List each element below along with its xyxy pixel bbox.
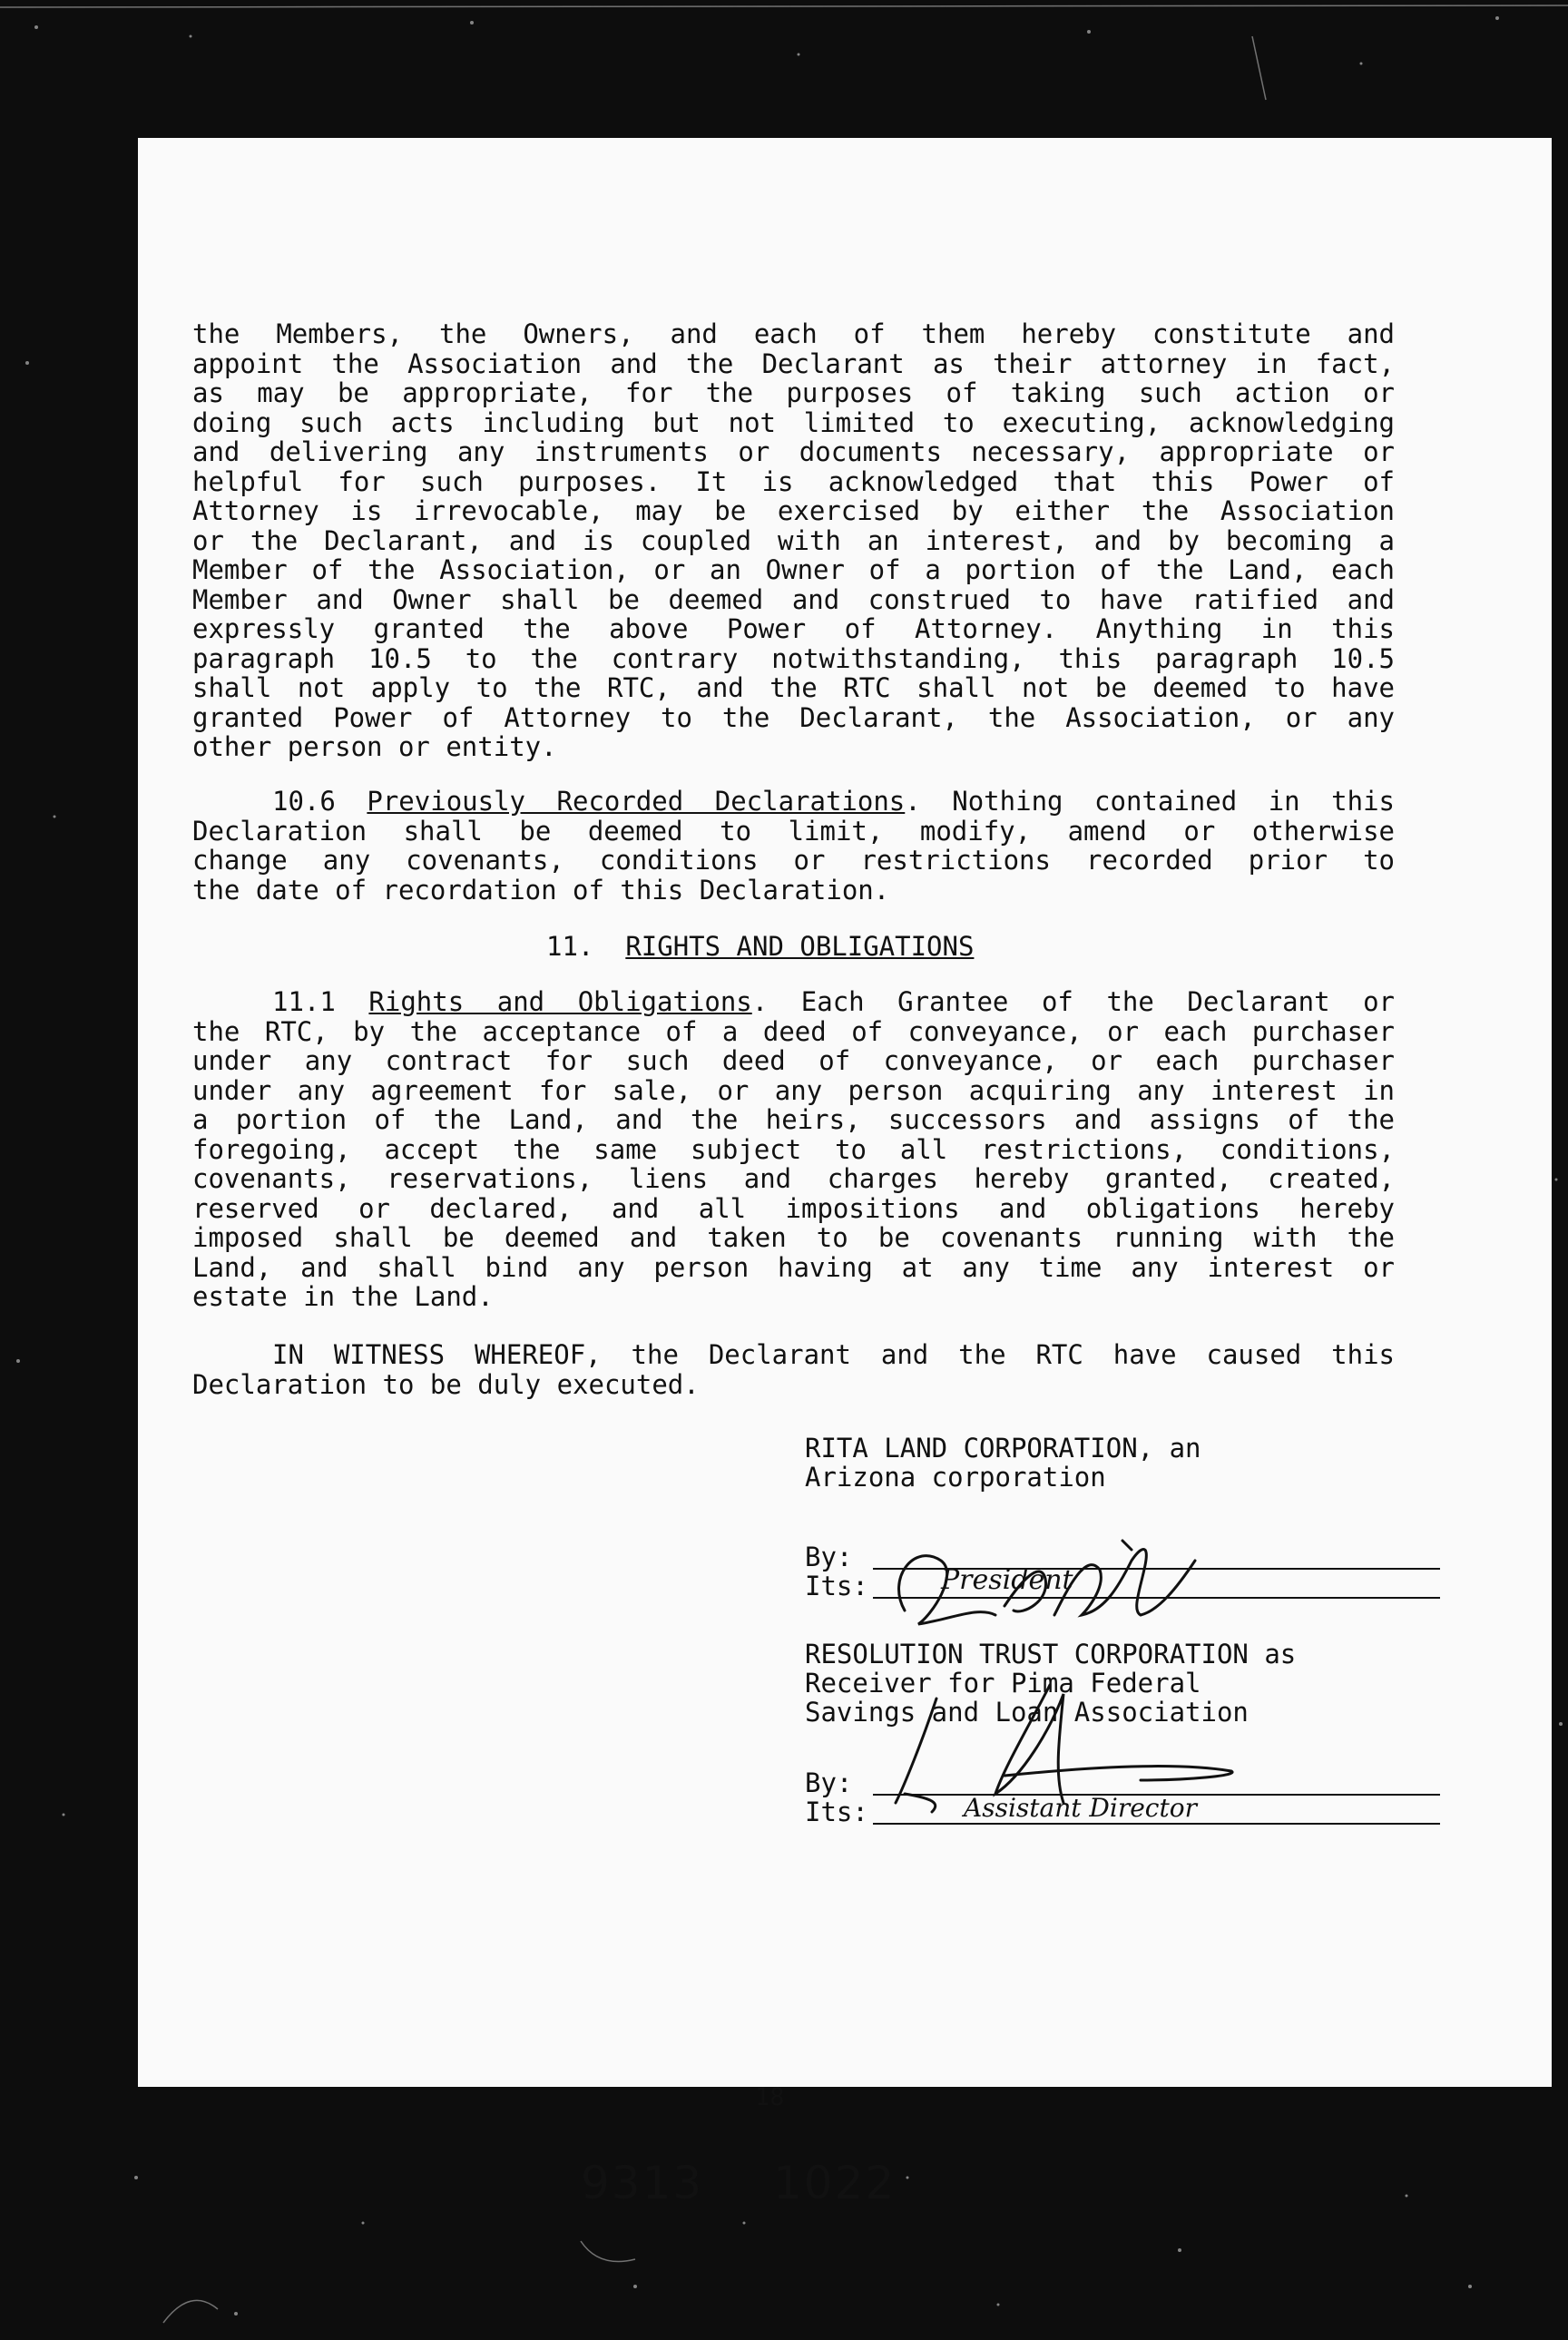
- text-line: other person or entity.: [192, 731, 557, 762]
- page-number: 18: [755, 2083, 785, 2111]
- recording-stamp-page: 1022: [773, 2157, 897, 2209]
- text-line: the date of recordation of this Declaration.: [192, 874, 890, 906]
- paragraph-number: 11.1: [272, 986, 336, 1017]
- text-line: imposed shall be deemed and taken to be covenants running with the: [192, 1222, 1395, 1253]
- text-line: or the Declarant, and is coupled with an interest, and by becoming a: [192, 524, 1395, 556]
- text-line: and delivering any instruments or documents necessary, appropriate or: [192, 436, 1395, 467]
- text-line: under any agreement for sale, or any person acquiring any interest in: [192, 1074, 1395, 1106]
- paragraph-heading-line: [192, 787, 1395, 817]
- its-label: Its:: [805, 1797, 868, 1827]
- signatory-entity: Savings and Loan Association: [805, 1697, 1249, 1728]
- text-line: helpful for such purposes. It is acknowledged that this Power of: [192, 465, 1395, 497]
- paragraph-title: Rights and Obligations: [368, 986, 752, 1017]
- text-line: foregoing, accept the same subject to all restrictions, conditions,: [192, 1133, 1395, 1165]
- section-title: RIGHTS AND OBLIGATIONS: [625, 931, 975, 962]
- text-line: Declaration to be duly executed.: [192, 1368, 700, 1400]
- text-line: doing such acts including but not limited to executing, acknowledging: [192, 406, 1395, 438]
- text-line: Declaration shall be deemed to limit, modify, amend or otherwise: [192, 815, 1395, 847]
- text-line: shall not apply to the RTC, and the RTC shall not be deemed to have: [192, 672, 1395, 703]
- text-line: paragraph 10.5 to the contrary notwithstanding, this paragraph 10.5: [192, 642, 1395, 674]
- section-heading: [546, 931, 1272, 962]
- paragraph-number: 10.6: [272, 786, 336, 817]
- text-line: covenants, reservations, liens and charges hereby granted, created,: [192, 1163, 1395, 1194]
- paragraph-heading-line: [192, 987, 1395, 1017]
- witness-clause: [192, 1340, 1395, 1399]
- text-line: the RTC, by the acceptance of a deed of conveyance, or each purchaser: [192, 1015, 1395, 1047]
- text-line: reserved or declared, and all impositions and obligations hereby: [192, 1192, 1395, 1224]
- paragraph-11-1: [192, 987, 1395, 1312]
- signatory-name: RESOLUTION TRUST CORPORATION as: [805, 1639, 1297, 1669]
- paragraph-10-6: [192, 787, 1395, 905]
- text-line: granted Power of Attorney to the Declarant, the Association, or any: [192, 701, 1395, 733]
- paragraph-10-5-continuation: [192, 319, 1395, 762]
- text-line: change any covenants, conditions or restrictions recorded prior to: [192, 845, 1395, 876]
- its-label: Its:: [805, 1571, 868, 1601]
- text-line: as may be appropriate, for the purposes of taking such action or: [192, 377, 1395, 408]
- signature-mark: [868, 1667, 1340, 1821]
- signatory-name: RITA LAND CORPORATION, an: [805, 1433, 1201, 1464]
- text-line: appoint the Association and the Declarant as their attorney in fact,: [192, 348, 1395, 379]
- text-line: Member of the Association, or an Owner of a portion of the Land, each: [192, 554, 1395, 585]
- by-label: By:: [805, 1542, 853, 1572]
- by-label: By:: [805, 1767, 853, 1798]
- text-line: Land, and shall bind any person having at any time any interest or: [192, 1251, 1395, 1283]
- section-number: 11.: [546, 931, 594, 962]
- signatory-role: Receiver for Pima Federal: [805, 1668, 1201, 1699]
- signature-block-rtc: [805, 1640, 1440, 1826]
- signatory-type: Arizona corporation: [805, 1462, 1106, 1493]
- its-value-handwritten: President: [941, 1564, 1073, 1596]
- text-line: the Members, the Owners, and each of them hereby constitute and: [192, 318, 1395, 349]
- text-line: expressly granted the above Power of Attorney. Anything in this: [192, 613, 1395, 644]
- text-line: under any contract for such deed of conveyance, or each purchaser: [192, 1045, 1395, 1076]
- document-page: [138, 138, 1552, 2209]
- recording-stamp-docket: 9313: [581, 2157, 704, 2209]
- text-line: IN WITNESS WHEREOF, the Declarant and the RTC have caused this: [272, 1339, 1395, 1370]
- its-value-handwritten: Assistant Director: [964, 1793, 1197, 1823]
- text-line: estate in the Land.: [192, 1281, 494, 1312]
- paragraph-title: Previously Recorded Declarations: [367, 786, 906, 817]
- text-line: Member and Owner shall be deemed and construed to have ratified and: [192, 583, 1395, 615]
- text-line: a portion of the Land, and the heirs, successors and assigns of the: [192, 1104, 1395, 1135]
- signature-mark: [868, 1524, 1250, 1642]
- signature-block-rita-land: [805, 1434, 1440, 1601]
- text-line: Attorney is irrevocable, may be exercised by either the Association: [192, 495, 1395, 526]
- text-fragment: . Each Grantee of the Declarant or: [751, 986, 1396, 1017]
- text-fragment: . Nothing contained in this: [905, 786, 1396, 817]
